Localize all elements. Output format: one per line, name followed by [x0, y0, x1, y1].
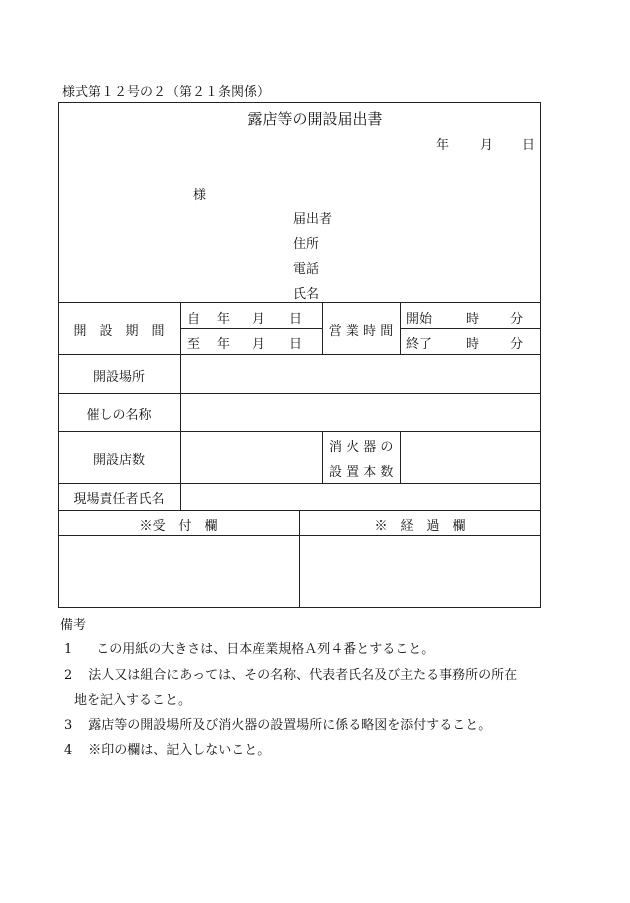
note-number: 3: [64, 718, 73, 733]
reception-header: ※受 付 欄: [139, 519, 218, 534]
progress-header: ※ 経 過 欄: [374, 519, 466, 534]
note-text: 法人又は組合にあっては、その名称、代表者氏名及び主たる事務所の所在: [88, 668, 518, 683]
note-3: [64, 714, 491, 733]
rule-ext-label-right: [400, 431, 401, 483]
form-number-label: 様式第１２号の２（第２１条関係）: [62, 85, 271, 100]
manager-name-label: 現場責任者氏名: [73, 492, 165, 507]
hours-start-hour: 時: [466, 312, 480, 327]
date-day: 日: [522, 138, 536, 153]
document-title: 露店等の開設届出書: [247, 110, 383, 128]
period-from-year: 年: [217, 312, 231, 327]
hours-end-hour: 時: [466, 337, 480, 352]
rule-stores-top: [58, 431, 541, 432]
note-2: [64, 664, 517, 683]
rule-event-top: [58, 393, 541, 394]
period-label: 開 設 期 間: [73, 324, 165, 339]
hours-start-minute: 分: [510, 312, 524, 327]
period-to-month: 月: [252, 337, 266, 352]
hours-label: 営 業 時 間: [328, 324, 394, 339]
location-label: 開設場所: [92, 370, 145, 385]
hours-end-minute: 分: [510, 337, 524, 352]
note-text: この用紙の大きさは、日本産業規格Ａ列４番とすること。: [96, 642, 435, 657]
note-number: 4: [64, 743, 73, 758]
period-to-day: 日: [289, 337, 303, 352]
extinguisher-label-line1: 消 火 器 の: [329, 440, 394, 455]
applicant-name-label: 氏名: [293, 287, 320, 302]
period-from-month: 月: [252, 312, 266, 327]
note-2-continued: 地を記入すること。: [74, 693, 192, 708]
applicant-label: 届出者: [293, 212, 333, 227]
rule-location-top: [58, 354, 541, 355]
note-number: 2: [64, 668, 73, 683]
hours-end: 終了: [406, 337, 433, 352]
date-year: 年: [436, 138, 450, 153]
applicant-address-label: 住所: [293, 237, 320, 252]
rule-hours-mid: [400, 328, 541, 329]
rule-label-column: [180, 302, 181, 510]
note-text: 露店等の開設場所及び消火器の設置場所に係る略図を添付すること。: [88, 718, 492, 733]
period-to-year: 年: [217, 337, 231, 352]
rule-period-top: [58, 302, 541, 303]
period-from: 自: [187, 312, 201, 327]
note-4: [64, 739, 270, 758]
hours-start: 開始: [406, 312, 433, 327]
rule-period-mid: [180, 328, 322, 329]
notes-heading: 備考: [60, 618, 87, 633]
applicant-phone-label: 電話: [293, 262, 320, 277]
note-number: 1: [64, 642, 73, 657]
rule-hours-label-right: [400, 302, 401, 354]
addressee-honorific: 様: [193, 188, 207, 203]
date-month: 月: [480, 138, 494, 153]
period-from-day: 日: [289, 312, 303, 327]
note-text: ※印の欄は、記入しないこと。: [88, 743, 271, 758]
extinguisher-label-line2: 設 置 本 数: [329, 465, 394, 480]
rule-manager-top: [58, 483, 541, 484]
store-count-label: 開設店数: [92, 453, 145, 468]
period-to: 至: [187, 337, 201, 352]
event-name-label: 催しの名称: [86, 408, 152, 423]
rule-ext-label-left: [322, 431, 323, 483]
note-1: [64, 638, 434, 657]
